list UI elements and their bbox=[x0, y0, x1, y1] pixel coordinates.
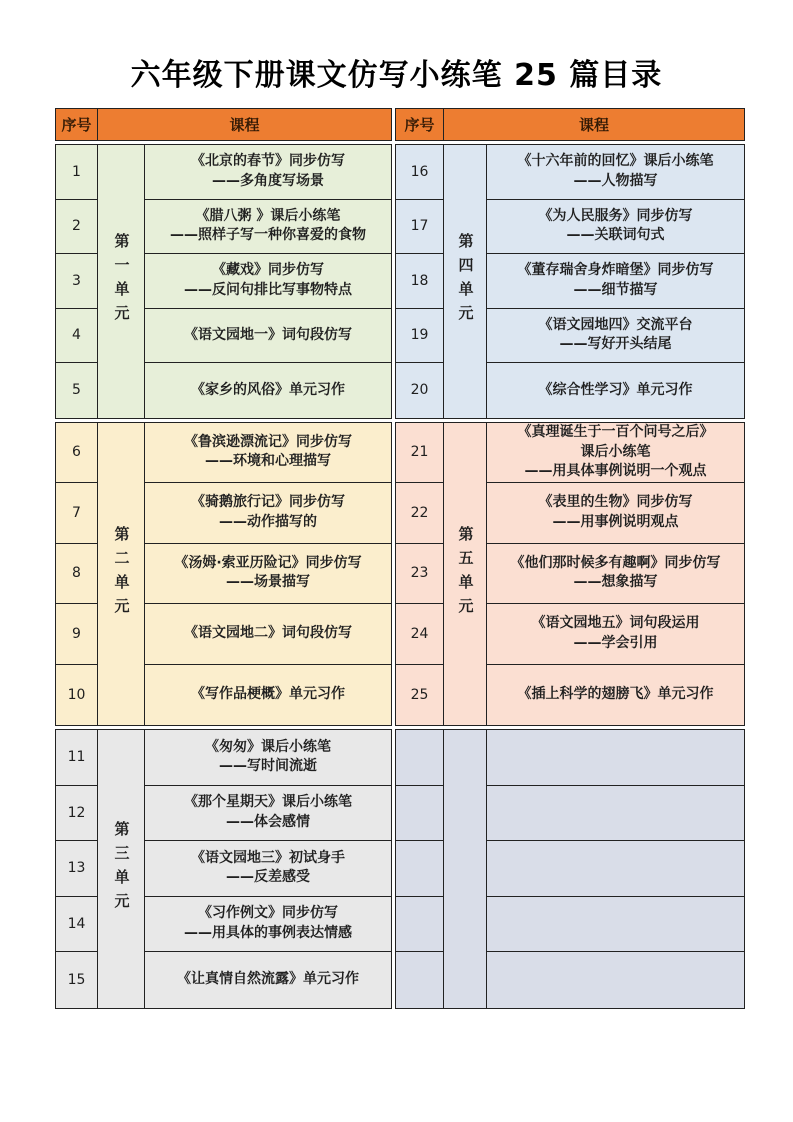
course-line: ——用具体的事例表达情感 bbox=[184, 924, 352, 941]
course-line: 《家乡的风俗》单元习作 bbox=[191, 381, 345, 398]
course-cell bbox=[487, 145, 744, 200]
row-number-cell: 8 bbox=[56, 544, 98, 605]
row-number-cell: 14 bbox=[56, 897, 98, 953]
row-number-cell: 22 bbox=[396, 483, 444, 544]
unit-label-cell bbox=[444, 730, 487, 1008]
course-cell bbox=[145, 483, 391, 544]
course-cell bbox=[487, 423, 744, 484]
course-line: 《匆匆》课后小练笔 bbox=[205, 738, 331, 755]
course-line: ——细节描写 bbox=[573, 281, 658, 298]
unit-2-block bbox=[55, 422, 392, 727]
course-line: ——多角度写场景 bbox=[212, 172, 324, 189]
course-line: ——人物描写 bbox=[573, 172, 658, 189]
unit-label: 第一单元 bbox=[112, 233, 131, 330]
course-cell bbox=[487, 309, 744, 364]
row-number-cell: 20 bbox=[396, 363, 444, 418]
header-course-label: 课程 bbox=[578, 116, 609, 134]
row-number-cell: 10 bbox=[56, 665, 98, 726]
unit-label-cell bbox=[444, 423, 487, 726]
unit-1-block bbox=[55, 144, 392, 419]
course-line: 《鲁滨逊漂流记》同步仿写 bbox=[184, 433, 352, 450]
course-line: 《语文园地三》初试身手 bbox=[191, 849, 345, 866]
unit-label: 第五单元 bbox=[456, 525, 475, 622]
row-number-cell: 23 bbox=[396, 544, 444, 605]
header-num-label: 序号 bbox=[396, 109, 444, 140]
course-line: 《综合性学习》单元习作 bbox=[538, 381, 693, 398]
row-number-cell: 4 bbox=[56, 309, 98, 364]
course-cell bbox=[487, 786, 744, 842]
course-cell bbox=[487, 544, 744, 605]
course-cell bbox=[487, 952, 744, 1008]
row-number-cell: 6 bbox=[56, 423, 98, 484]
course-line: 《习作例文》同步仿写 bbox=[198, 905, 338, 922]
unit-label-cell bbox=[444, 145, 487, 418]
row-number-cell: 16 bbox=[396, 145, 444, 200]
row-number-cell: 13 bbox=[56, 841, 98, 897]
row-number-cell bbox=[396, 897, 444, 953]
course-cell bbox=[145, 145, 391, 200]
unit-label-cell bbox=[98, 730, 145, 1008]
course-line: ——反问句排比写事物特点 bbox=[184, 281, 352, 298]
row-number-cell: 24 bbox=[396, 604, 444, 665]
course-line: ——写好开头结尾 bbox=[559, 336, 672, 353]
row-number-cell: 15 bbox=[56, 952, 98, 1008]
course-line: 课后小练笔 bbox=[580, 443, 651, 460]
course-line: 《语文园地五》词句段运用 bbox=[531, 615, 700, 632]
course-cell bbox=[145, 604, 391, 665]
row-number-cell: 2 bbox=[56, 200, 98, 255]
unit-4-block bbox=[395, 144, 745, 419]
course-line: 《那个星期天》课后小练笔 bbox=[184, 794, 352, 811]
course-line: ——关联词句式 bbox=[566, 227, 665, 244]
course-line: 《骑鹅旅行记》同步仿写 bbox=[191, 494, 345, 511]
course-cell bbox=[487, 665, 744, 726]
row-number-cell: 17 bbox=[396, 200, 444, 255]
row-number-cell bbox=[396, 730, 444, 786]
course-cell bbox=[487, 483, 744, 544]
course-cell bbox=[487, 730, 744, 786]
empty-block bbox=[395, 729, 745, 1009]
course-line: 《为人民服务》同步仿写 bbox=[538, 207, 693, 224]
course-line: ——学会引用 bbox=[573, 634, 658, 651]
unit-3-block bbox=[55, 729, 392, 1009]
course-line: ——体会感情 bbox=[226, 813, 310, 830]
unit-label-cell bbox=[98, 145, 145, 418]
row-number-cell bbox=[396, 786, 444, 842]
unit-label-cell bbox=[98, 423, 145, 726]
course-cell bbox=[487, 841, 744, 897]
course-line: 《插上科学的翅膀飞》单元习作 bbox=[517, 686, 714, 703]
row-number-cell bbox=[396, 841, 444, 897]
course-cell bbox=[487, 254, 744, 309]
course-line: ——场景描写 bbox=[226, 574, 310, 591]
contents-table bbox=[55, 108, 745, 1009]
course-line: 《北京的春节》同步仿写 bbox=[191, 153, 345, 170]
header-course-label: 课程 bbox=[229, 116, 260, 134]
course-line: 《他们那时候多有趣啊》同步仿写 bbox=[510, 554, 721, 571]
course-cell bbox=[145, 665, 391, 726]
course-line: 《汤姆·索亚历险记》同步仿写 bbox=[174, 554, 362, 571]
row-number-cell: 21 bbox=[396, 423, 444, 484]
unit-label: 第三单元 bbox=[112, 820, 131, 917]
course-line: ——照样子写一种你喜爱的食物 bbox=[170, 227, 366, 244]
course-cell bbox=[487, 897, 744, 953]
course-line: ——反差感受 bbox=[226, 869, 310, 886]
row-number-cell: 12 bbox=[56, 786, 98, 842]
course-line: ——写时间流逝 bbox=[219, 758, 317, 775]
course-cell bbox=[145, 254, 391, 309]
course-cell bbox=[145, 363, 391, 418]
row-number-cell: 9 bbox=[56, 604, 98, 665]
course-line: 《董存瑞舍身炸暗堡》同步仿写 bbox=[517, 262, 714, 279]
course-line: ——动作描写的 bbox=[219, 513, 317, 530]
table-header-right bbox=[395, 108, 745, 141]
unit-label: 第四单元 bbox=[456, 233, 475, 330]
course-cell bbox=[145, 730, 391, 786]
course-cell bbox=[145, 841, 391, 897]
page-title: 六年级下册课文仿写小练笔 25 篇目录 bbox=[130, 58, 663, 93]
course-line: 《让真情自然流露》单元习作 bbox=[177, 971, 359, 988]
course-line: ——想象描写 bbox=[573, 574, 658, 591]
course-line: 《语文园地四》交流平台 bbox=[538, 316, 693, 333]
course-line: 《语文园地一》词句段仿写 bbox=[184, 326, 352, 343]
course-cell bbox=[487, 604, 744, 665]
course-cell bbox=[145, 423, 391, 484]
row-number-cell: 25 bbox=[396, 665, 444, 726]
course-cell bbox=[145, 786, 391, 842]
row-number-cell bbox=[396, 952, 444, 1008]
course-line: ——用事例说明观点 bbox=[552, 513, 679, 530]
course-cell bbox=[145, 952, 391, 1008]
course-line: 《语文园地二》词句段仿写 bbox=[184, 625, 352, 642]
row-number-cell: 1 bbox=[56, 145, 98, 200]
course-line: 《表里的生物》同步仿写 bbox=[538, 494, 693, 511]
course-cell bbox=[145, 897, 391, 953]
table-right-half bbox=[395, 108, 745, 1009]
table-left-half bbox=[55, 108, 392, 1009]
header-num-label: 序号 bbox=[56, 109, 98, 140]
row-number-cell: 19 bbox=[396, 309, 444, 364]
row-number-cell: 7 bbox=[56, 483, 98, 544]
course-cell bbox=[145, 200, 391, 255]
course-cell bbox=[145, 544, 391, 605]
course-line: 《写作品梗概》单元习作 bbox=[191, 686, 345, 703]
row-number-cell: 5 bbox=[56, 363, 98, 418]
course-line: 《腊八粥 》课后小练笔 bbox=[195, 207, 341, 224]
table-header-left bbox=[55, 108, 392, 141]
row-number-cell: 3 bbox=[56, 254, 98, 309]
course-cell bbox=[487, 200, 744, 255]
course-line: 《真理诞生于一百个问号之后》 bbox=[517, 424, 714, 441]
course-line: 《十六年前的回忆》课后小练笔 bbox=[517, 153, 714, 170]
unit-5-block bbox=[395, 422, 745, 727]
course-cell bbox=[487, 363, 744, 418]
course-line: ——用具体事例说明一个观点 bbox=[524, 462, 707, 479]
course-line: ——环境和心理描写 bbox=[205, 453, 331, 470]
row-number-cell: 18 bbox=[396, 254, 444, 309]
row-number-cell: 11 bbox=[56, 730, 98, 786]
unit-label: 第二单元 bbox=[112, 525, 131, 622]
course-line: 《藏戏》同步仿写 bbox=[212, 262, 324, 279]
course-cell bbox=[145, 309, 391, 364]
